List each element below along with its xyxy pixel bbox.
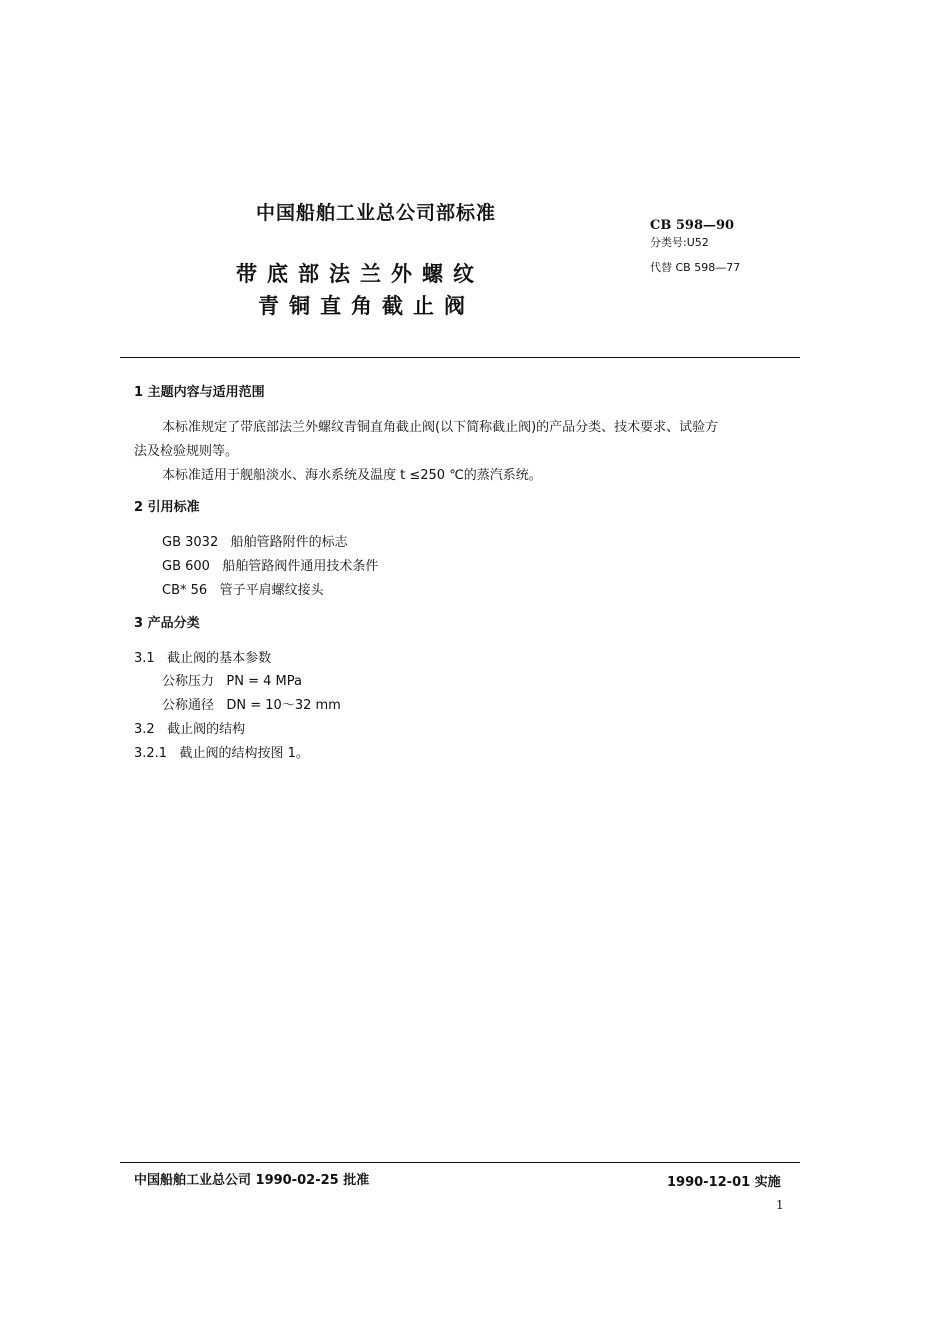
reference-cb56: CB* 56 管子平肩螺纹接头 [162, 583, 324, 598]
implementation-date: 1990-12-01 实施 [667, 1175, 781, 1190]
section-1-paragraph-2: 本标准适用于舰船淡水、海水系统及温度 t ≤250 ℃的蒸汽系统。 [162, 468, 542, 483]
section-3-heading: 3 产品分类 [134, 616, 200, 631]
subsection-3-1: 3.1 截止阀的基本参数 [134, 651, 272, 666]
parameter-nominal-diameter: 公称通径 DN = 10～32 mm [162, 698, 341, 713]
reference-gb600: GB 600 船舶管路阀件通用技术条件 [162, 559, 379, 574]
parameter-nominal-pressure: 公称压力 PN = 4 MPa [162, 674, 302, 689]
subsection-3-2: 3.2 截止阀的结构 [134, 722, 246, 737]
section-1-heading: 1 主题内容与适用范围 [134, 385, 265, 400]
subsection-3-2-1: 3.2.1 截止阀的结构按图 1。 [134, 746, 309, 761]
document-title-line1: 带底部法兰外螺纹 [236, 262, 484, 286]
issuing-organization: 中国船舶工业总公司部标准 [256, 202, 497, 224]
replaces-standard: 代替 CB 598—77 [650, 261, 741, 274]
reference-gb3032: GB 3032 船舶管路附件的标志 [162, 535, 348, 550]
standard-code: CB 598—90 [650, 218, 735, 233]
section-2-heading: 2 引用标准 [134, 500, 200, 515]
header-divider [120, 357, 800, 358]
document-title-line2: 青铜直角截止阀 [258, 294, 475, 318]
section-1-paragraph-1-line1: 本标准规定了带底部法兰外螺纹青铜直角截止阀(以下简称截止阀)的产品分类、技术要求、试验方 [162, 420, 719, 435]
section-1-paragraph-1-line2: 法及检验规则等。 [134, 444, 239, 459]
footer-divider [120, 1162, 800, 1163]
classification-number: 分类号:U52 [650, 236, 709, 249]
approval-date: 中国船舶工业总公司 1990-02-25 批准 [134, 1173, 370, 1188]
page-number: 1 [776, 1198, 784, 1212]
